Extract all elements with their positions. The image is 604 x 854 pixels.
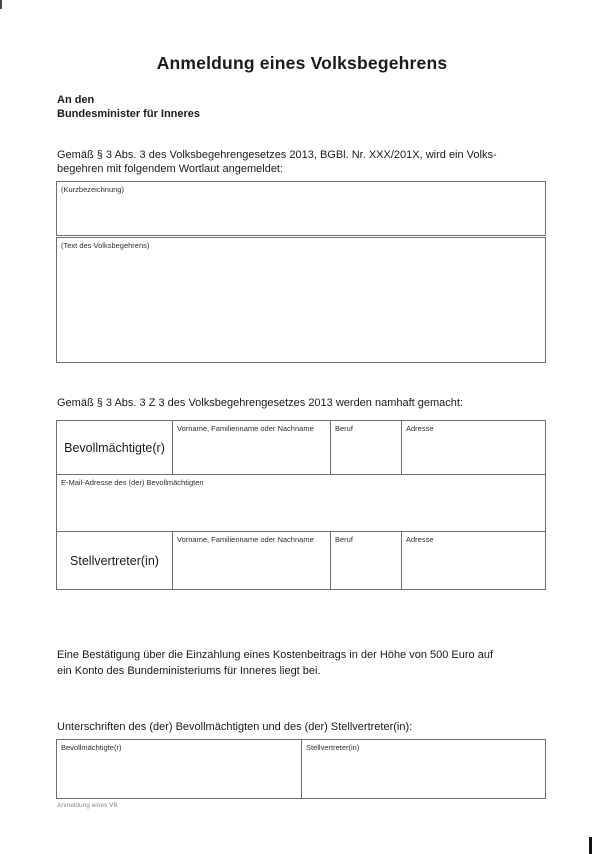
short-name-field[interactable]: [56, 181, 546, 236]
form-footer-note: Anmeldung eines VB: [57, 802, 118, 809]
deputy-address-field-label: Adresse: [406, 535, 434, 544]
addressee-block: [57, 94, 200, 121]
proxy-occupation-field[interactable]: [331, 421, 402, 474]
intro-line-2: begehren mit folgendem Wortlaut angemeldet:: [57, 162, 284, 175]
petition-text-field[interactable]: [56, 237, 546, 363]
proxy-row-label-cell: [57, 421, 173, 474]
deputy-name-field[interactable]: [173, 532, 331, 589]
proxy-row-label: Bevollmächtigte(r): [64, 440, 165, 455]
proxy-name-field-label: Vorname, Familienname oder Nachname: [177, 424, 314, 433]
proxy-email-field[interactable]: [57, 475, 545, 531]
nomination-table: [56, 420, 546, 590]
deputy-occupation-field-label: Beruf: [335, 535, 353, 544]
proxy-signature-field[interactable]: [57, 740, 302, 798]
addressee-line-1: An den: [57, 94, 95, 106]
deputy-address-field[interactable]: [402, 532, 545, 589]
proxy-address-field-label: Adresse: [406, 424, 434, 433]
payment-line-2: ein Konto des Bundeministeriums für Inneres liegt bei.: [57, 664, 321, 677]
petition-text-field-label: (Text des Volksbegehrens): [61, 241, 150, 250]
intro-paragraph: [57, 149, 551, 176]
proxy-name-field[interactable]: [173, 421, 331, 474]
signatures-table: [56, 739, 546, 799]
addressee-line-2: Bundesminister für Inneres: [57, 107, 201, 120]
deputy-row-label: Stellvertreter(in): [70, 553, 159, 568]
scan-artifact-bottom-right: [589, 837, 592, 854]
proxy-row: [57, 421, 545, 475]
page-title: Anmeldung eines Volksbegehrens: [156, 53, 448, 73]
deputy-occupation-field[interactable]: [331, 532, 402, 589]
nomination-heading: Gemäß § 3 Abs. 3 Z 3 des Volksbegehrengesetzes 2013 werden namhaft gemacht:: [57, 397, 464, 409]
deputy-signature-field[interactable]: [302, 740, 545, 798]
payment-paragraph: [57, 648, 551, 679]
deputy-row-label-cell: [57, 532, 173, 589]
intro-line-1: Gemäß § 3 Abs. 3 des Volksbegehrengesetzes 2013, BGBl. Nr. XXX/201X, wird ein Volks-: [57, 149, 497, 161]
proxy-email-row: [57, 475, 545, 532]
scan-artifact-top-left: [0, 0, 2, 9]
proxy-occupation-field-label: Beruf: [335, 424, 353, 433]
proxy-address-field[interactable]: [402, 421, 545, 474]
short-name-field-label: (Kurzbezeichnung): [61, 185, 124, 194]
deputy-row: [57, 532, 545, 589]
proxy-signature-field-label: Bevollmächtigte(r): [61, 743, 122, 752]
deputy-name-field-label: Vorname, Familienname oder Nachname: [177, 535, 314, 544]
signatures-heading: Unterschriften des (der) Bevollmächtigten und des (der) Stellvertreter(in):: [57, 721, 413, 733]
payment-line-1: Eine Bestätigung über die Einzahlung eines Kostenbeitrags in der Höhe von 500 Euro auf: [57, 649, 494, 661]
deputy-signature-field-label: Stellvertreter(in): [306, 743, 360, 752]
proxy-email-field-label: E-Mail-Adresse des (der) Bevollmächtigten: [61, 478, 204, 487]
